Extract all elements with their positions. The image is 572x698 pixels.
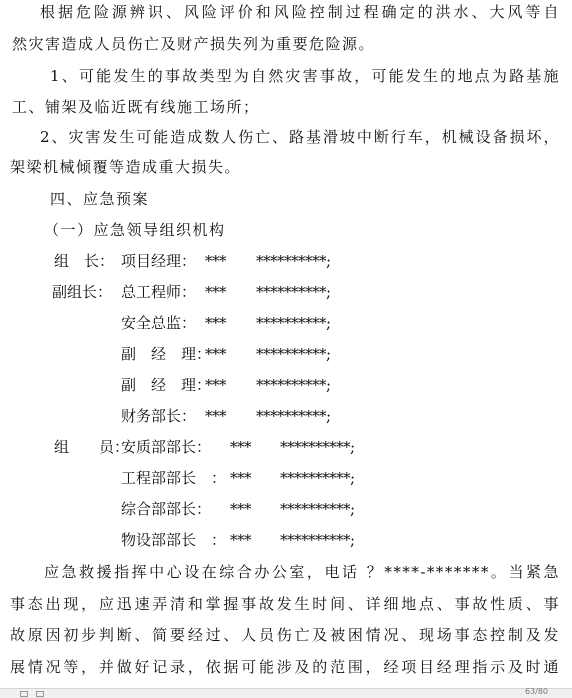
- page-indicator: 63/80: [524, 687, 548, 696]
- closing-line4: 展情况等，并做好记录，依据可能涉及的范围，经项目经理指示及时通: [10, 658, 560, 676]
- org-name: ***: [230, 469, 251, 487]
- para3-line2: 架梁机械倾覆等造成重大损失。: [10, 158, 242, 176]
- status-bar: [0, 688, 572, 698]
- org-name: ***: [230, 531, 251, 549]
- para3-line1: 2、灾害发生可能造成数人伤亡、路基滑坡中断行车，机械设备损坏，: [40, 128, 560, 146]
- org-title: 副 经 理：: [121, 345, 212, 363]
- org-name: ***: [205, 345, 226, 363]
- para1-line1: 根据危险源辨识、风险评价和风险控制过程确定的洪水、大风等自: [40, 3, 560, 21]
- closing-line1: 应急救援指挥中心设在综合办公室，电话 ？****-*******。当紧急: [44, 563, 560, 581]
- org-name: ***: [205, 314, 226, 332]
- org-title: 安全总监：: [121, 314, 197, 332]
- org-title: 财务部长：: [121, 407, 197, 425]
- org-phone: **********;: [256, 283, 331, 301]
- org-name: ***: [205, 252, 226, 270]
- org-name: ***: [205, 283, 226, 301]
- org-role-label: 组 长：: [54, 252, 115, 270]
- org-title: 项目经理：: [121, 252, 197, 270]
- org-title: 工程部部长 ：: [121, 469, 227, 487]
- org-phone: **********;: [280, 500, 355, 518]
- para2-line1: 1、可能发生的事故类型为自然灾害事故，可能发生的地点为路基施: [50, 67, 560, 85]
- org-phone: **********;: [256, 252, 331, 270]
- para2-line2: 工、铺架及临近既有线施工场所；: [12, 98, 260, 116]
- org-name: ***: [205, 376, 226, 394]
- org-phone: **********;: [256, 376, 331, 394]
- org-title: 总工程师：: [121, 283, 197, 301]
- para1-line2: 然灾害造成人员伤亡及财产损失列为重要危险源。: [12, 35, 376, 53]
- org-title: 副 经 理：: [121, 376, 212, 394]
- org-name: ***: [230, 500, 251, 518]
- org-role-label: 组 员：: [54, 438, 130, 456]
- org-title: 物设部部长 ：: [121, 531, 227, 549]
- org-title: 安质部部长：: [121, 438, 212, 456]
- org-phone: **********;: [280, 438, 355, 456]
- section-heading-4-1: （一）应急领导组织机构: [44, 221, 226, 239]
- section-heading-4: 四、应急预案: [50, 190, 150, 208]
- layout-view-icon[interactable]: [36, 691, 44, 697]
- org-role-label: 副组长：: [52, 283, 113, 301]
- org-name: ***: [205, 407, 226, 425]
- org-phone: **********;: [280, 531, 355, 549]
- org-phone: **********;: [256, 314, 331, 332]
- org-phone: **********;: [256, 345, 331, 363]
- org-phone: **********;: [256, 407, 331, 425]
- page-view-icon[interactable]: [20, 691, 28, 697]
- closing-line2: 事态出现，应迅速弄清和掌握事故发生时间、详细地点、事故性质、事: [10, 595, 560, 613]
- org-title: 综合部部长：: [121, 500, 212, 518]
- org-phone: **********;: [280, 469, 355, 487]
- org-name: ***: [230, 438, 251, 456]
- closing-line3: 故原因初步判断、简要经过、人员伤亡及被困情况、现场事态控制及发: [10, 626, 560, 644]
